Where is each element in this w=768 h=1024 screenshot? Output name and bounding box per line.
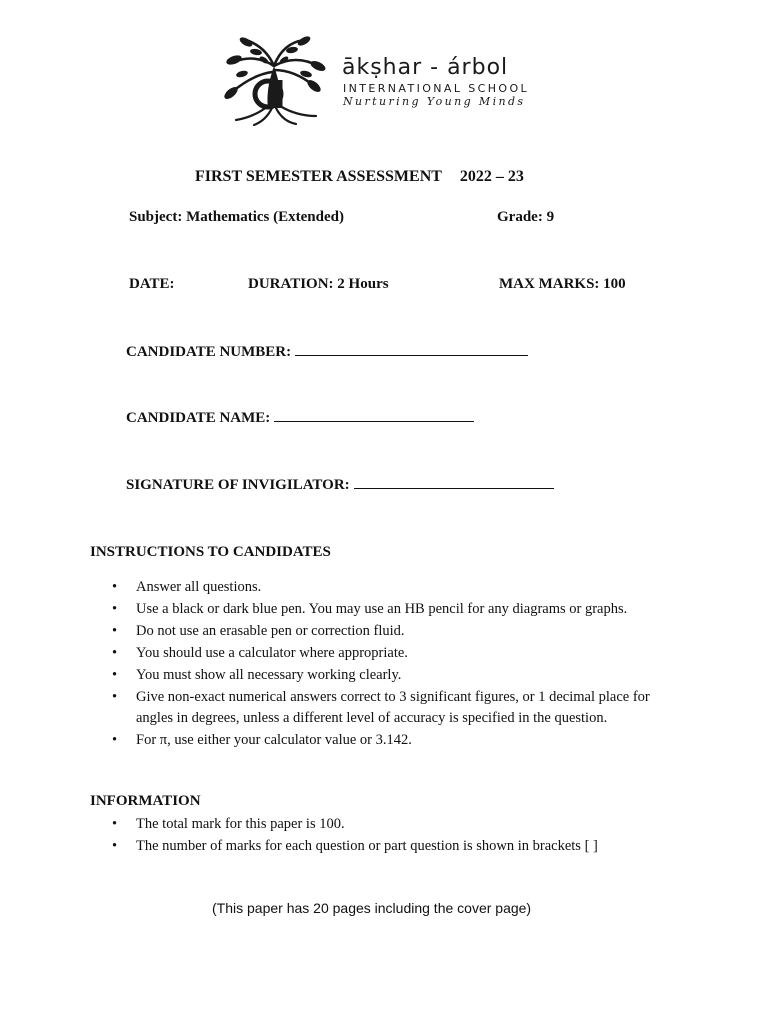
candidate-name-label: CANDIDATE NAME: [126,410,271,426]
candidate-number-label: CANDIDATE NUMBER: [126,344,292,360]
list-item: • You must show all necessary working clearly. [90,665,650,686]
instructions-list [90,577,650,752]
invigilator-signature-label: SIGNATURE OF INVIGILATOR: [126,477,350,493]
school-type: INTERNATIONAL SCHOOL [343,82,530,95]
subject-label: Subject: Mathematics (Extended) [129,209,344,225]
bullet-icon: • [112,816,118,832]
list-item: • The number of marks for each question or part question is shown in brackets [ ] [90,836,650,857]
list-item: • The total mark for this paper is 100. [90,814,650,835]
exam-year: 2022 – 23 [459,168,524,185]
school-motto: Nurturing Young Minds [343,95,526,108]
invigilator-signature-blank[interactable] [354,476,554,489]
exam-title [195,168,524,186]
instructions-heading: INSTRUCTIONS TO CANDIDATES [90,544,331,560]
duration-label: DURATION: 2 Hours [248,276,389,292]
bullet-icon: • [112,645,118,661]
list-item: • You should use a calculator where appropriate. [90,643,650,664]
candidate-name-field[interactable] [126,409,474,427]
school-logo [218,36,554,126]
list-item: • For π, use either your calculator value or 3.142. [90,730,650,751]
list-item: • Answer all questions. [90,577,650,598]
list-item: • Give non-exact numerical answers correct to 3 significant figures, or 1 decimal place for angles in degrees, unless a different level of accuracy is specified in the question. [112,689,650,726]
date-label: DATE: [129,276,175,292]
information-heading: INFORMATION [90,793,201,809]
bullet-icon: • [112,732,118,748]
candidate-name-blank[interactable] [274,409,474,422]
bullet-icon: • [112,689,118,705]
bullet-icon: • [112,601,118,617]
bullet-icon: • [112,667,118,683]
bullet-icon: • [112,623,118,639]
invigilator-signature-field[interactable] [126,476,554,494]
max-marks-label: MAX MARKS: 100 [499,276,626,292]
list-item: • Use a black or dark blue pen. You may use an HB pencil for any diagrams or graphs. [90,599,650,620]
list-item: • Do not use an erasable pen or correction fluid. [90,621,650,642]
tree-emblem-icon [218,36,330,126]
grade-label: Grade: 9 [497,209,555,225]
exam-title-text: FIRST SEMESTER ASSESSMENT [195,168,442,185]
page-count-note: (This paper has 20 pages including the cover page) [212,900,532,916]
school-name: ākṣhar - árbol [342,55,509,80]
candidate-number-field[interactable] [126,343,528,361]
bullet-icon: • [112,838,118,854]
information-list [90,814,650,858]
bullet-icon: • [112,579,118,595]
candidate-number-blank[interactable] [295,343,528,356]
